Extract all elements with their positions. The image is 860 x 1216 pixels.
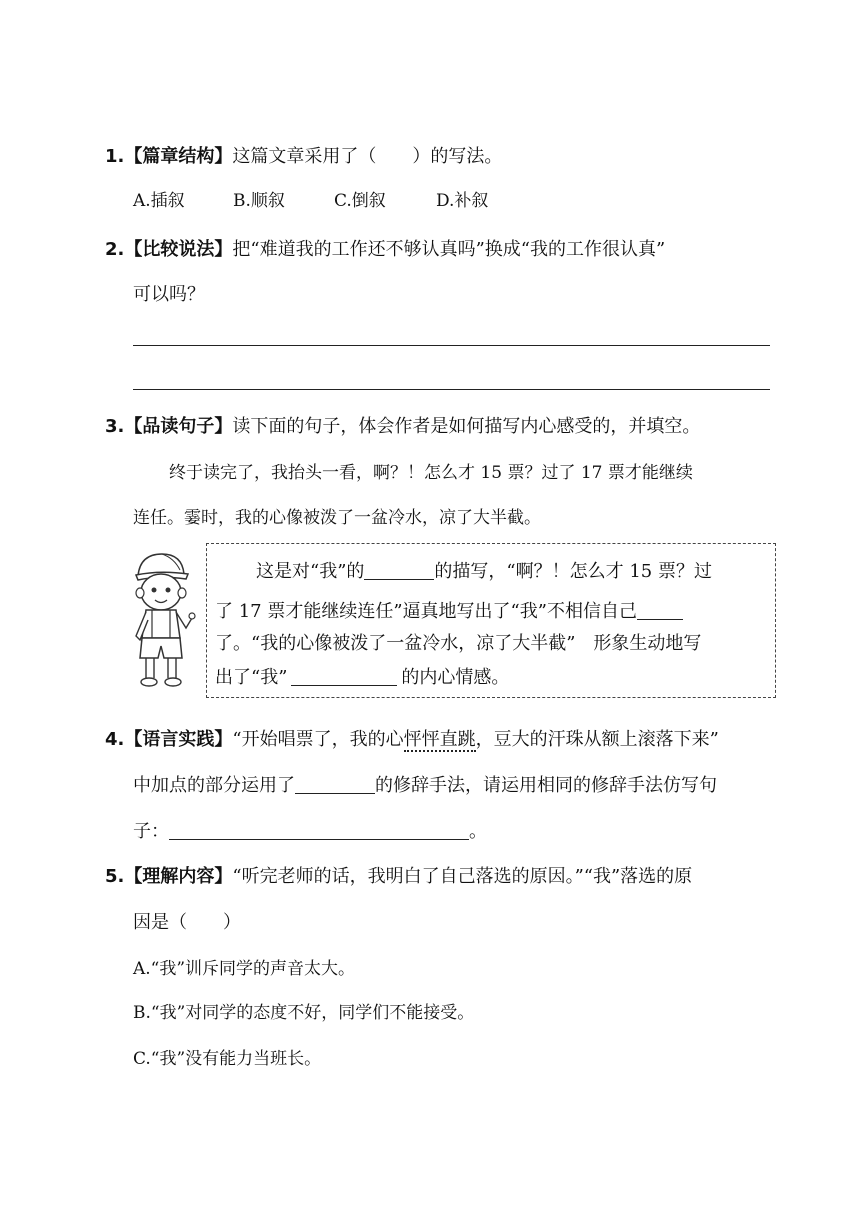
question-tag: 【语言实践】 (124, 729, 233, 750)
answer-line[interactable] (133, 345, 770, 346)
question-text: 子： (133, 821, 169, 842)
option-c: C.“我”没有能力当班长。 (133, 1049, 322, 1069)
box-line-4 (215, 666, 509, 690)
dotted-emphasis: 怦怦直跳 (403, 729, 476, 750)
box-text: 出了“我” (215, 667, 288, 688)
answer-blank[interactable] (169, 821, 469, 840)
question-text-continued: 可以吗？ (133, 284, 205, 305)
answer-blank[interactable] (295, 775, 375, 794)
box-line-1 (256, 560, 712, 584)
option-d: D.补叙 (436, 191, 489, 211)
question-5 (105, 865, 692, 889)
answer-blank[interactable] (291, 667, 397, 686)
question-text: 把“难道我的工作还不够认真吗”换成“我的工作很认真” (232, 239, 666, 260)
question-tag: 【理解内容】 (124, 866, 233, 887)
question-1 (105, 145, 502, 169)
cartoon-boy-icon (122, 548, 198, 690)
question-text: 的修辞手法，请运用相同的修辞手法仿写句 (375, 775, 717, 796)
box-text: 了 17 票才能继续连任”逼真地写出了“我”不相信自己 (215, 601, 637, 622)
question-4 (105, 728, 719, 752)
question-text: “听完老师的话，我明白了自己落选的原因。”“我”落选的原 (232, 866, 693, 887)
answer-line[interactable] (133, 389, 770, 390)
question-text: “开始唱票了，我的心 (232, 729, 404, 750)
question-4-line-3 (133, 820, 487, 844)
quoted-passage-continued: 连任。霎时，我的心像被泼了一盆冷水，凉了大半截。 (133, 508, 541, 528)
option-b: B.“我”对同学的态度不好，同学们不能接受。 (133, 1003, 475, 1023)
box-text: 这是对“我”的 (256, 561, 365, 582)
question-number: 3. (105, 416, 125, 437)
answer-blank[interactable] (637, 601, 683, 620)
question-tag: 【品读句子】 (124, 416, 233, 437)
quoted-passage: 终于读完了，我抬头一看，啊？！怎么才 15 票？过了 17 票才能继续 (169, 463, 693, 483)
box-text: 的内心情感。 (401, 667, 510, 688)
question-tag: 【比较说法】 (124, 239, 233, 260)
question-3 (105, 415, 700, 439)
option-c: C.倒叙 (334, 191, 386, 211)
question-text: 读下面的句子，体会作者是如何描写内心感受的，并填空。 (232, 416, 701, 437)
question-number: 4. (105, 729, 125, 750)
question-number: 1. (105, 146, 125, 167)
box-line-2 (215, 600, 683, 624)
option-a: A.插叙 (133, 191, 185, 211)
question-text: 中加点的部分运用了 (133, 775, 295, 796)
option-b: B.顺叙 (233, 191, 285, 211)
option-a: A.“我”训斥同学的声音太大。 (133, 959, 356, 979)
box-text: 的描写，“啊？！怎么才 15 票？过 (434, 561, 712, 582)
question-text: 。 (469, 821, 487, 842)
question-2 (105, 238, 665, 262)
question-number: 2. (105, 239, 125, 260)
question-tag: 【篇章结构】 (124, 146, 233, 167)
question-4-line-2 (133, 774, 717, 798)
question-number: 5. (105, 866, 125, 887)
box-line-3: 了。“我的心像被泼了一盆冷水，凉了大半截” 形象生动地写 (215, 633, 702, 654)
answer-blank[interactable] (364, 561, 434, 580)
question-text: 这篇文章采用了（ ）的写法。 (232, 146, 503, 167)
question-text: ，豆大的汗珠从额上滚落下来” (475, 729, 719, 750)
question-text-continued: 因是（ ） (133, 912, 241, 933)
